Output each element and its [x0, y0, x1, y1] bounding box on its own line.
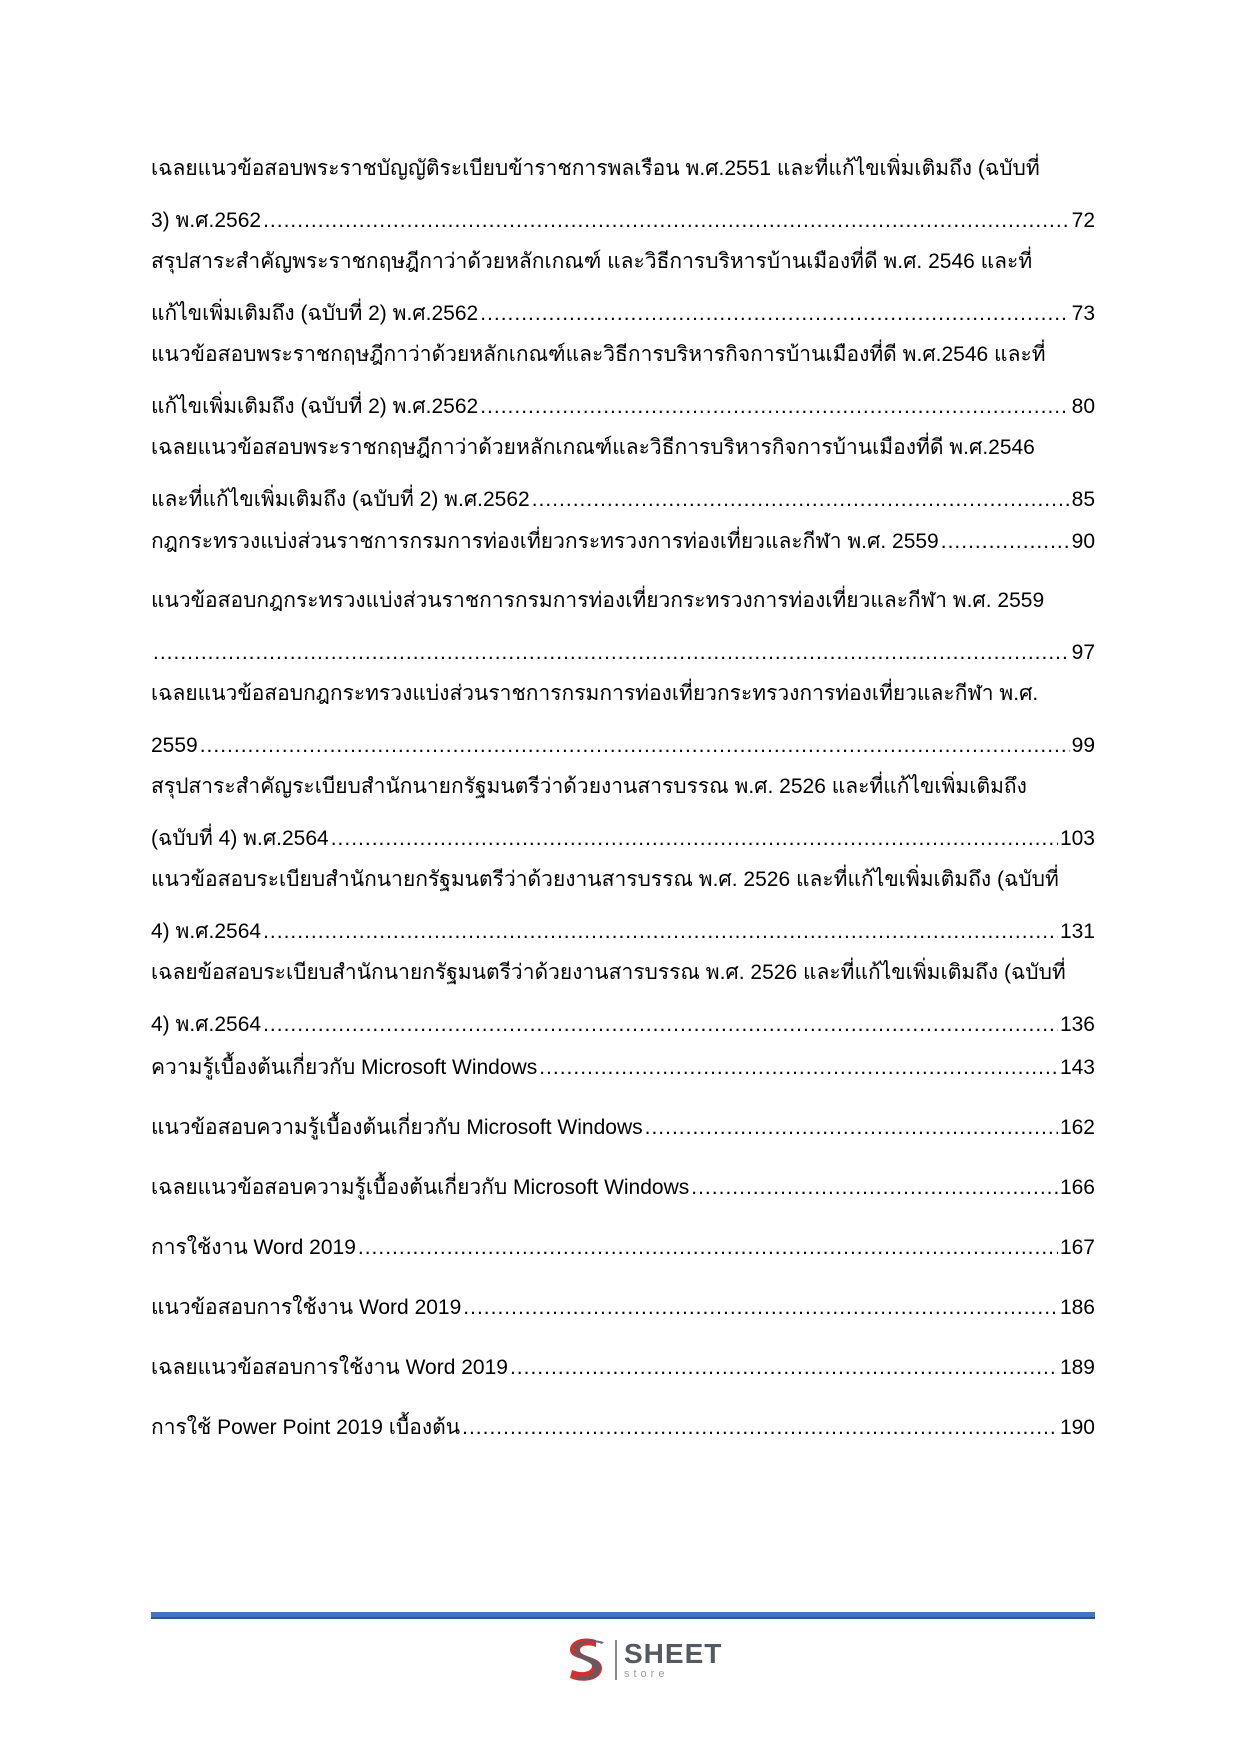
- toc-entry[interactable]: [151, 1409, 1095, 1447]
- toc-entry-title-line-2: แก้ไขเพิ่มเติมถึง (ฉบับที่ 2) พ.ศ.2562: [151, 395, 479, 418]
- dot-leader: [510, 1349, 1058, 1387]
- toc-entry-title-line-2: 2559: [151, 734, 198, 757]
- toc-page-number: 189: [1059, 1356, 1095, 1379]
- toc-entry-title-line-1: เฉลยแนวข้อสอบการใช้งาน Word 2019: [151, 1356, 508, 1379]
- toc-entry-title-line-1: แนวข้อสอบความรู้เบื้องต้นเกี่ยวกับ Microsoft Windows: [151, 1116, 643, 1139]
- dot-leader: [263, 913, 1058, 951]
- dot-leader: [480, 295, 1069, 333]
- toc-entry[interactable]: [151, 861, 1095, 951]
- toc-entry[interactable]: [151, 243, 1095, 333]
- toc-entry[interactable]: [151, 523, 1095, 561]
- toc-entry-title-line-2: และที่แก้ไขเพิ่มเติมถึง (ฉบับที่ 2) พ.ศ.2562: [151, 488, 530, 511]
- toc-entry-title-line-2: (ฉบับที่ 4) พ.ศ.2564: [151, 827, 329, 850]
- toc-page-number: 167: [1059, 1236, 1095, 1259]
- toc-entry-title-line-1: สรุปสาระสำคัญระเบียบสำนักนายกรัฐมนตรีว่าด้วยงานสารบรรณ พ.ศ. 2526 และที่แก้ไขเพิ่มเติมถึง: [151, 775, 1027, 798]
- toc-entry-title-line-1: แนวข้อสอบพระราชกฤษฎีกาว่าด้วยหลักเกณฑ์และวิธีการบริหารกิจการบ้านเมืองที่ดี พ.ศ.2546 และที่: [151, 343, 1046, 366]
- toc-entry-title-line-1: การใช้งาน Word 2019: [151, 1236, 356, 1259]
- toc-entry[interactable]: [151, 1169, 1095, 1207]
- toc-entry-line: [151, 1349, 1095, 1387]
- logo-subtitle: store: [624, 1668, 669, 1680]
- toc-entry[interactable]: [151, 1109, 1095, 1147]
- toc-entry[interactable]: [151, 768, 1095, 858]
- toc-entry-title-line-1: แนวข้อสอบการใช้งาน Word 2019: [151, 1296, 462, 1319]
- toc-entry-line: [151, 429, 1095, 481]
- dot-leader: [153, 634, 1070, 672]
- sheet-store-logo-icon: [562, 1634, 610, 1686]
- toc-entry-line: [151, 150, 1095, 202]
- toc-page-number: 143: [1059, 1056, 1095, 1079]
- toc-entry-title-line-1: เฉลยแนวข้อสอบความรู้เบื้องต้นเกี่ยวกับ Microsoft Windows: [151, 1176, 690, 1199]
- footer-rule: [151, 1612, 1095, 1619]
- toc-entry-line: [151, 861, 1095, 913]
- toc-entry-line: [151, 1169, 1095, 1207]
- toc-page-number: 162: [1059, 1116, 1095, 1139]
- toc-entry[interactable]: [151, 336, 1095, 426]
- dot-leader: [645, 1109, 1058, 1147]
- toc-page-number: 73: [1071, 302, 1095, 325]
- toc-entry-line: [151, 634, 1095, 672]
- toc-entry[interactable]: [151, 582, 1095, 672]
- toc-entry[interactable]: [151, 1349, 1095, 1387]
- toc-entry[interactable]: [151, 1049, 1095, 1087]
- dot-leader: [532, 481, 1070, 519]
- logo-divider: [615, 1640, 617, 1680]
- toc-entry-line: [151, 954, 1095, 1006]
- toc-entry-line: [151, 1409, 1095, 1447]
- toc-entry-line: [151, 820, 1095, 858]
- toc-page-number: 136: [1059, 1013, 1095, 1036]
- toc-page-number: 97: [1071, 641, 1095, 664]
- toc-entry-line: [151, 913, 1095, 951]
- toc-entry-title-line-1: ความรู้เบื้องต้นเกี่ยวกับ Microsoft Windows: [151, 1056, 538, 1079]
- dot-leader: [263, 1006, 1058, 1044]
- toc-entry-title-line-1: แนวข้อสอบระเบียบสำนักนายกรัฐมนตรีว่าด้วยงานสารบรรณ พ.ศ. 2526 และที่แก้ไขเพิ่มเติมถึง (ฉบับที่: [151, 868, 1059, 891]
- logo-wordmark: [624, 1640, 722, 1680]
- toc-entry-title-line-1: แนวข้อสอบกฎกระทรวงแบ่งส่วนราชการกรมการท่องเที่ยวกระทรวงการท่องเที่ยวและกีฬา พ.ศ. 2559: [151, 589, 1045, 612]
- toc-entry-title-line-2: แก้ไขเพิ่มเติมถึง (ฉบับที่ 2) พ.ศ.2562: [151, 302, 479, 325]
- toc-page-number: 103: [1059, 827, 1095, 850]
- toc-entry-line: [151, 1109, 1095, 1147]
- toc-entry-line: [151, 675, 1095, 727]
- toc-entry-title-line-2: 4) พ.ศ.2564: [151, 920, 262, 943]
- toc-entry-title-line-1: เฉลยแนวข้อสอบพระราชบัญญัติระเบียบข้าราชการพลเรือน พ.ศ.2551 และที่แก้ไขเพิ่มเติมถึง (ฉบับที่: [151, 157, 1040, 180]
- dot-leader: [200, 727, 1070, 765]
- toc-entry-line: [151, 243, 1095, 295]
- toc-entry-title-line-2: 3) พ.ศ.2562: [151, 209, 262, 232]
- toc-page-number: 90: [1071, 530, 1095, 553]
- toc-entry-line: [151, 481, 1095, 519]
- toc-page-number: 166: [1059, 1176, 1095, 1199]
- toc-entry-line: [151, 768, 1095, 820]
- dot-leader: [462, 1409, 1058, 1447]
- toc-entry-title-line-1: เฉลยแนวข้อสอบพระราชกฤษฎีกาว่าด้วยหลักเกณฑ์และวิธีการบริหารกิจการบ้านเมืองที่ดี พ.ศ.2546: [151, 436, 1035, 459]
- dot-leader: [691, 1169, 1058, 1207]
- toc-page-number: 80: [1071, 395, 1095, 418]
- toc-entry-line: [151, 582, 1095, 634]
- toc-entry-title-line-1: การใช้ Power Point 2019 เบื้องต้น: [151, 1416, 461, 1439]
- logo-word: SHEET: [624, 1638, 723, 1669]
- toc-entry[interactable]: [151, 954, 1095, 1044]
- toc-entry[interactable]: [151, 150, 1095, 240]
- toc-entry-title-line-1: สรุปสาระสำคัญพระราชกฤษฎีกาว่าด้วยหลักเกณฑ์ และวิธีการบริหารบ้านเมืองที่ดี พ.ศ. 2546 และที่: [151, 250, 1033, 273]
- toc-entry-line: [151, 1006, 1095, 1044]
- toc-page-number: 186: [1059, 1296, 1095, 1319]
- toc-entry-line: [151, 336, 1095, 388]
- toc-entry-title-line-1: กฎกระทรวงแบ่งส่วนราชการกรมการท่องเที่ยวกระทรวงการท่องเที่ยวและกีฬา พ.ศ. 2559: [151, 530, 939, 553]
- toc-entry[interactable]: [151, 675, 1095, 765]
- toc-entry-line: [151, 202, 1095, 240]
- dot-leader: [331, 820, 1058, 858]
- toc-page-number: 85: [1071, 488, 1095, 511]
- dot-leader: [263, 202, 1070, 240]
- toc-entry[interactable]: [151, 1289, 1095, 1327]
- toc-entry-title-line-2: 4) พ.ศ.2564: [151, 1013, 262, 1036]
- dot-leader: [480, 388, 1069, 426]
- toc-entry-line: [151, 727, 1095, 765]
- toc-entry[interactable]: [151, 1229, 1095, 1267]
- toc-entry-line: [151, 295, 1095, 333]
- sheet-store-logo: [562, 1632, 732, 1688]
- dot-leader: [358, 1229, 1058, 1267]
- toc-entry-title-line-1: เฉลยแนวข้อสอบกฎกระทรวงแบ่งส่วนราชการกรมการท่องเที่ยวกระทรวงการท่องเที่ยวและกีฬา พ.ศ.: [151, 682, 1039, 705]
- toc-page-number: 99: [1071, 734, 1095, 757]
- toc-entry-line: [151, 1289, 1095, 1327]
- toc-entry-title-line-1: เฉลยข้อสอบระเบียบสำนักนายกรัฐมนตรีว่าด้วยงานสารบรรณ พ.ศ. 2526 และที่แก้ไขเพิ่มเติมถึง (ฉบับที่: [151, 961, 1066, 984]
- dot-leader: [463, 1289, 1058, 1327]
- toc-entry-line: [151, 388, 1095, 426]
- toc-entry-line: [151, 1049, 1095, 1087]
- toc-entry[interactable]: [151, 429, 1095, 519]
- toc-entry-line: [151, 523, 1095, 561]
- toc-page-number: 72: [1071, 209, 1095, 232]
- toc-entry-line: [151, 1229, 1095, 1267]
- toc-page-number: 131: [1059, 920, 1095, 943]
- dot-leader: [539, 1049, 1058, 1087]
- toc-page-number: 190: [1059, 1416, 1095, 1439]
- dot-leader: [941, 523, 1070, 561]
